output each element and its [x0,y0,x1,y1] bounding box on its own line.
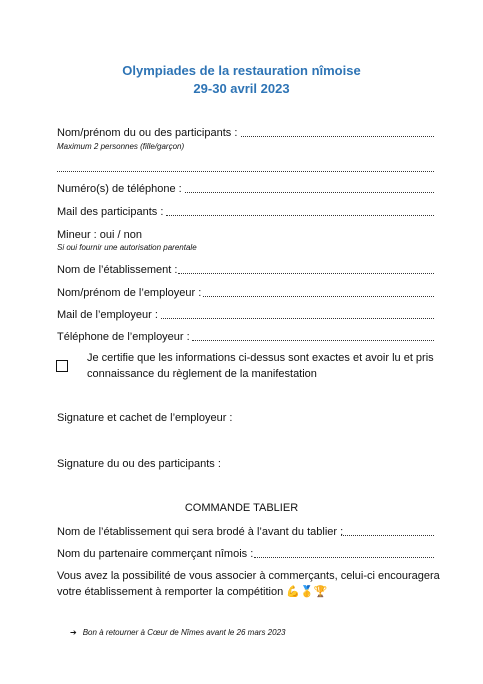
employer-phone-fill-line[interactable] [192,339,434,341]
employer-mail-label: Mail de l’employeur : [57,309,158,321]
mail-label: Mail des participants : [57,206,164,218]
minor-field [57,228,142,242]
phone-field [57,182,182,196]
employer-mail-field [57,308,158,322]
participants-label: Nom/prénom du ou des participants : [57,127,238,139]
employer-name-label: Nom/prénom de l’employeur : [57,287,202,299]
employer-phone-label: Téléphone de l’employeur : [57,331,190,343]
phone-label: Numéro(s) de téléphone : [57,183,182,195]
page-title: Olympiades de la restauration nîmoise [122,63,361,78]
partner-fill-line[interactable] [254,556,434,558]
minor-note: Si oui fournir une autorisation parentale [57,243,197,252]
mail-field [57,205,163,219]
phone-fill-line[interactable] [185,191,434,193]
employer-name-fill-line[interactable] [203,295,434,297]
establishment-field [57,263,177,277]
embroidered-name-field [57,525,343,539]
establishment-fill-line[interactable] [178,272,434,274]
establishment-label: Nom de l’établissement : [57,264,178,276]
event-dates: 29-30 avril 2023 [193,81,290,96]
partner-info-text: Vous avez la possibilité de vous associer à commerçants, celui-ci encouragera votre établissement à remporter la compétition 💪🥇🏆 [57,570,440,598]
minor-label[interactable]: Mineur : oui / non [57,229,142,241]
embroidered-name-fill-line[interactable] [341,534,434,536]
employer-mail-fill-line[interactable] [161,317,434,319]
signature-participants-label: Signature du ou des participants : [57,458,221,470]
employer-name-field [57,286,201,300]
participants-extra-line[interactable] [57,170,434,172]
partner-label: Nom du partenaire commerçant nîmois : [57,548,254,560]
signature-employer-label: Signature et cachet de l’employeur : [57,412,233,424]
participants-note: Maximum 2 personnes (fille/garçon) [57,142,185,151]
return-note [70,628,285,637]
certify-text: Je certifie que les informations ci-dessus sont exactes et avoir lu et pris connaissance du règlement de la manifestation [87,352,434,380]
participants-fill-line[interactable] [241,135,434,137]
employer-phone-field [57,330,190,344]
partner-field [57,547,253,561]
apron-heading: COMMANDE TABLIER [184,502,299,514]
return-note-text: Bon à retourner à Cœur de Nîmes avant le 26 mars 2023 [82,628,286,637]
certify-checkbox[interactable] [56,360,68,372]
mail-fill-line[interactable] [166,214,434,216]
arrow-right-icon: ➔ [70,628,77,637]
participants-field [57,126,237,140]
embroidered-name-label: Nom de l’établissement qui sera brodé à l’avant du tablier : [57,526,344,538]
